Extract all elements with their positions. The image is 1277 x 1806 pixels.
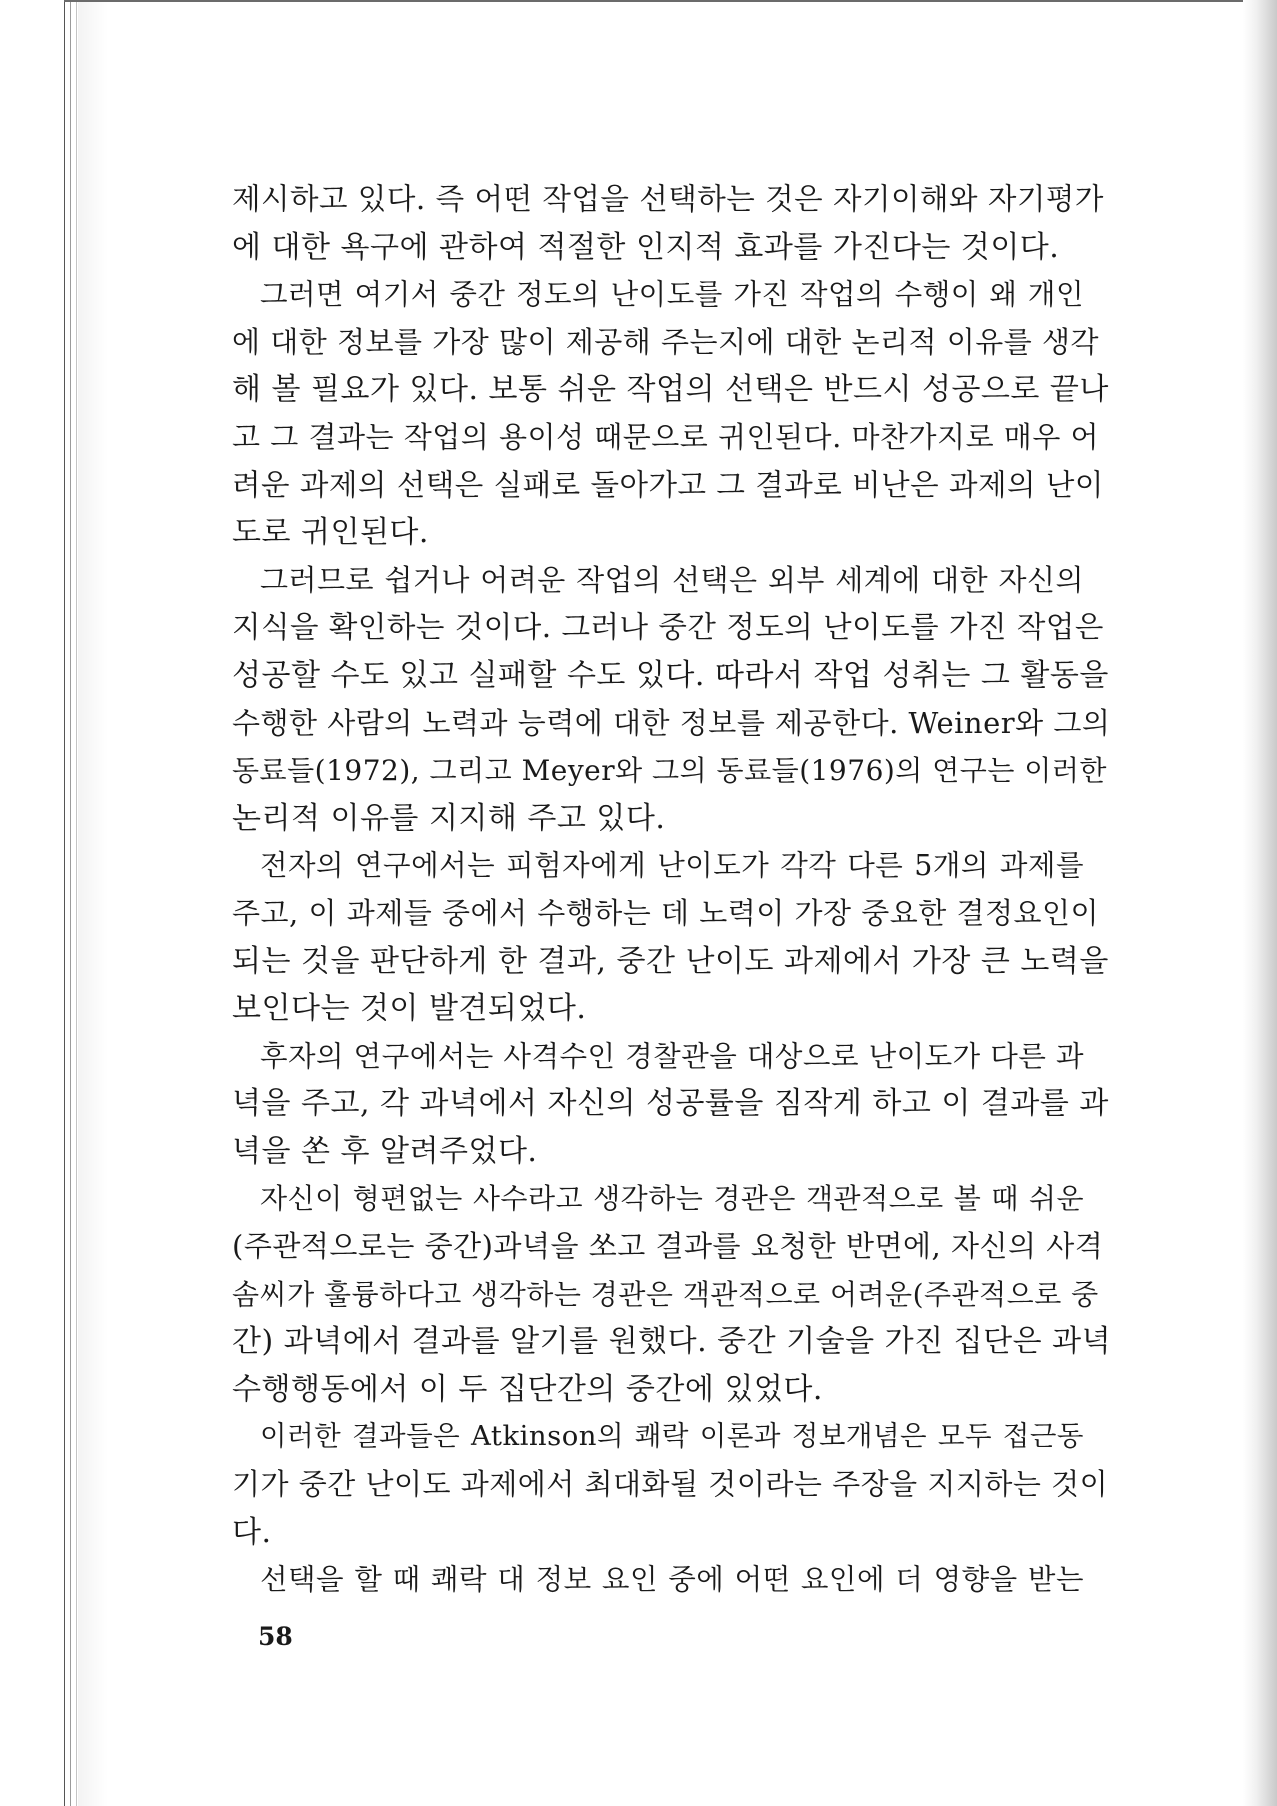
text-line: 이러한 결과들은 Atkinson의 쾌락 이론과 정보개념은 모두 접근동 (260, 1420, 1084, 1453)
text-line: 보인다는 것이 발견되었다. (232, 991, 587, 1027)
text-line: 전자의 연구에서는 피험자에게 난이도가 각각 다른 5개의 과제를 (260, 849, 1084, 883)
text-line: 에 대한 욕구에 관하여 적절한 인지적 효과를 가진다는 것이다. (232, 229, 1060, 265)
text-line: 녁을 주고, 각 과녁에서 자신의 성공률을 짐작게 하고 이 결과를 과 (232, 1086, 1109, 1122)
text-line: 기가 중간 난이도 과제에서 최대화될 것이라는 주장을 지지하는 것이 (232, 1467, 1109, 1502)
text-line: 성공할 수도 있고 실패할 수도 있다. 따라서 작업 성취는 그 활동을 (232, 657, 1109, 693)
text-line: 동료들(1972), 그리고 Meyer와 그의 동료들(1976)의 연구는 이러한 (232, 754, 1107, 788)
text-line: 되는 것을 판단하게 한 결과, 중간 난이도 과제에서 가장 큰 노력을 (232, 943, 1109, 979)
text-line: 려운 과제의 선택은 실패로 돌아가고 그 결과로 비난은 과제의 난이 (232, 467, 1104, 502)
text-line: 선택을 할 때 쾌락 대 정보 요인 중에 어떤 요인에 더 영향을 받는 (260, 1563, 1084, 1597)
text-line: 에 대한 정보를 가장 많이 제공해 주는지에 대한 논리적 이유를 생각 (232, 324, 1100, 359)
text-line: 고 그 결과는 작업의 용이성 때문으로 귀인된다. 마찬가지로 매우 어 (232, 419, 1100, 454)
text-line: 해 볼 필요가 있다. 보통 쉬운 작업의 선택은 반드시 성공으로 끝나 (232, 372, 1109, 408)
text-line: 후자의 연구에서는 사격수인 경찰관을 대상으로 난이도가 다른 과 (260, 1039, 1084, 1073)
text-line: 수행한 사람의 노력과 능력에 대한 정보를 제공한다. Weiner와 그의 (232, 705, 1111, 740)
text-line: 솜씨가 훌륭하다고 생각하는 경관은 객관적으로 어려운(주관적으로 중 (232, 1277, 1099, 1311)
text-line: 제시하고 있다. 즉 어떤 작업을 선택하는 것은 자기이해와 자기평가 (232, 182, 1104, 216)
text-line: 녁을 쏜 후 알려주었다. (232, 1133, 538, 1169)
text-line: 자신이 형편없는 사수라고 생각하는 경관은 객관적으로 볼 때 쉬운 (260, 1182, 1084, 1216)
text-line: 그러면 여기서 중간 정도의 난이도를 가진 작업의 수행이 왜 개인 (260, 278, 1084, 312)
text-line: 그러므로 쉽거나 어려운 작업의 선택은 외부 세계에 대한 자신의 (260, 562, 1084, 597)
text-line: 주고, 이 과제들 중에서 수행하는 데 노력이 가장 중요한 결정요인이 (232, 895, 1100, 930)
text-line: 수행행동에서 이 두 집단간의 중간에 있었다. (232, 1371, 823, 1407)
page-number: 58 (258, 1622, 293, 1651)
text-line: 도로 귀인된다. (232, 515, 429, 551)
body-text (232, 176, 1112, 1604)
text-line: 논리적 이유를 지지해 주고 있다. (232, 800, 666, 836)
text-line: (주관적으로는 중간)과녁을 쏘고 결과를 요청한 반면에, 자신의 사격 (232, 1229, 1104, 1264)
text-line: 간) 과녁에서 결과를 알기를 원했다. 중간 기술을 가진 집단은 과녁 (232, 1324, 1112, 1360)
text-line: 지식을 확인하는 것이다. 그러나 중간 정도의 난이도를 가진 작업은 (232, 610, 1104, 645)
page-gutter-shadow (1243, 0, 1277, 1806)
text-line: 다. (232, 1514, 272, 1550)
